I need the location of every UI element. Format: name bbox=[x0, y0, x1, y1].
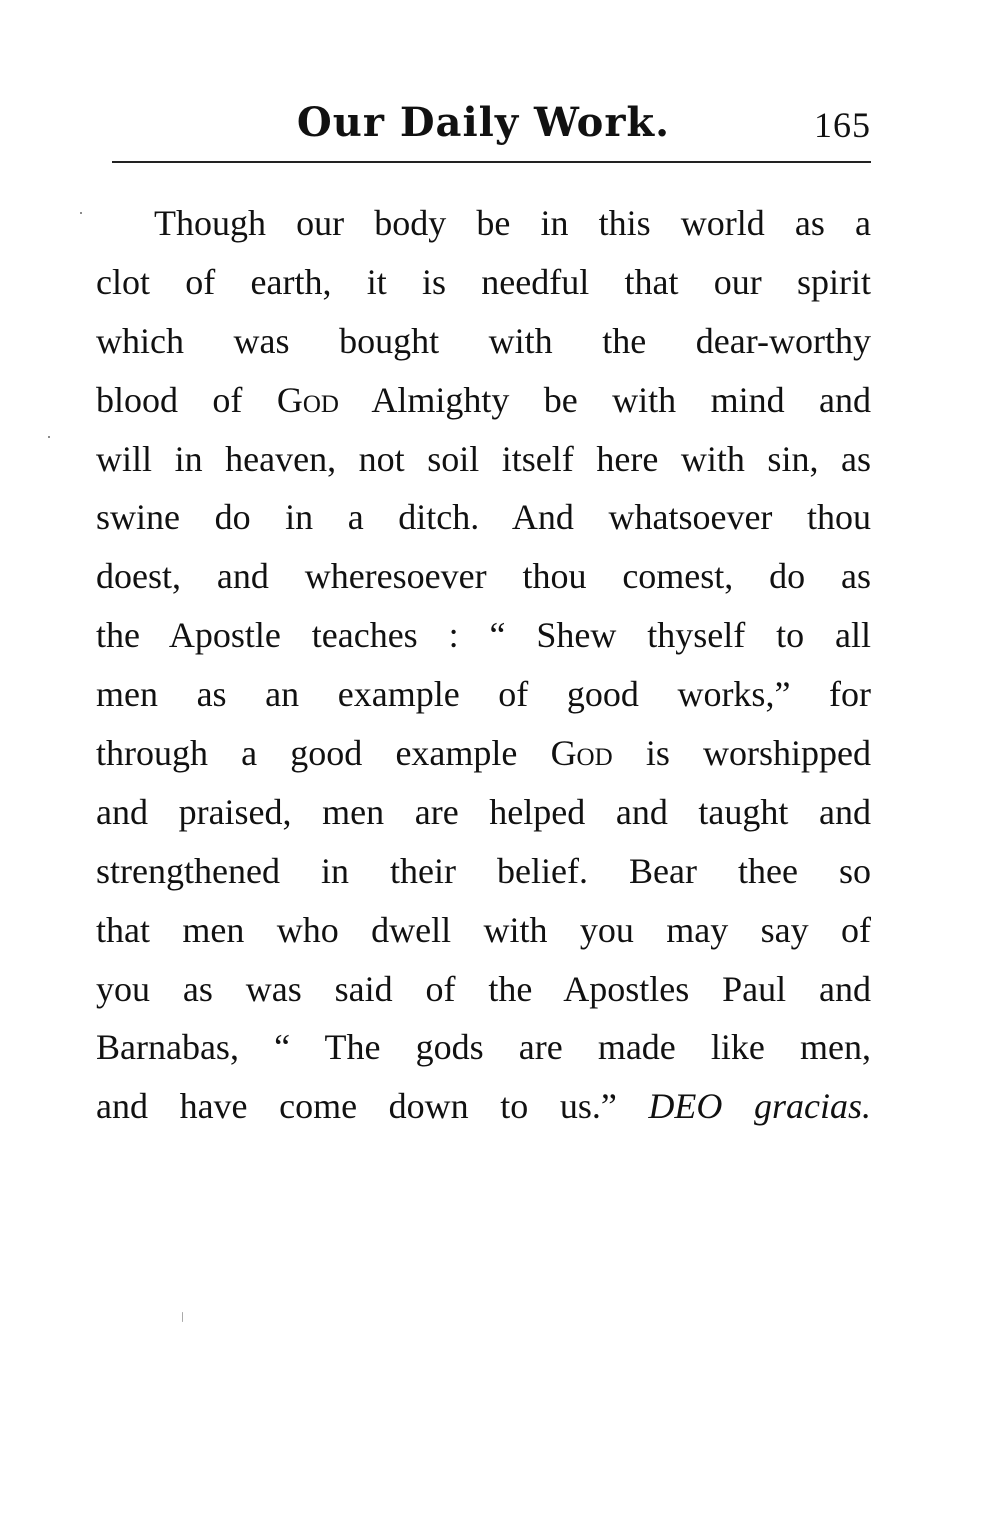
page-number: 165 bbox=[814, 105, 871, 145]
text-line: that men who dwell with you may say of bbox=[96, 909, 871, 950]
text-line: strengthened in their belief. Bear thee so bbox=[96, 850, 871, 891]
text-line: swine do in a ditch. And whatsoever thou bbox=[96, 497, 871, 538]
running-title: Our Daily Work. bbox=[296, 99, 671, 146]
text-line: and praised, men are helped and taught and bbox=[96, 791, 871, 832]
text-line: through a good example God is worshipped bbox=[96, 733, 871, 774]
text-line: and have come down to us.” DEO gracias. bbox=[96, 1086, 871, 1127]
header-rule bbox=[112, 161, 871, 163]
paper-speck bbox=[182, 1312, 183, 1322]
text-line: Though our body be in this world as a bbox=[154, 203, 871, 243]
paper-speck bbox=[48, 436, 50, 438]
text-line: clot of earth, it is needful that our spirit bbox=[96, 261, 871, 302]
text-line: you as was said of the Apostles Paul and bbox=[96, 968, 871, 1009]
paper-speck bbox=[80, 212, 82, 214]
text-line: doest, and wheresoever thou comest, do as bbox=[96, 556, 871, 597]
text-line: will in heaven, not soil itself here with sin, as bbox=[96, 438, 871, 479]
italic-phrase: DEO gracias. bbox=[648, 1086, 871, 1127]
small-caps-word: God bbox=[550, 733, 613, 774]
small-caps-word: God bbox=[276, 379, 339, 420]
text-line: Barnabas, “ The gods are made like men, bbox=[96, 1027, 871, 1068]
running-head bbox=[96, 92, 871, 154]
text-line: which was bought with the dear-worthy bbox=[96, 320, 871, 361]
text-line: men as an example of good works,” for bbox=[96, 674, 871, 715]
text-line: the Apostle teaches : “ Shew thyself to all bbox=[96, 615, 871, 656]
body-text bbox=[96, 194, 871, 1136]
text-line: blood of God Almighty be with mind and bbox=[96, 379, 871, 420]
